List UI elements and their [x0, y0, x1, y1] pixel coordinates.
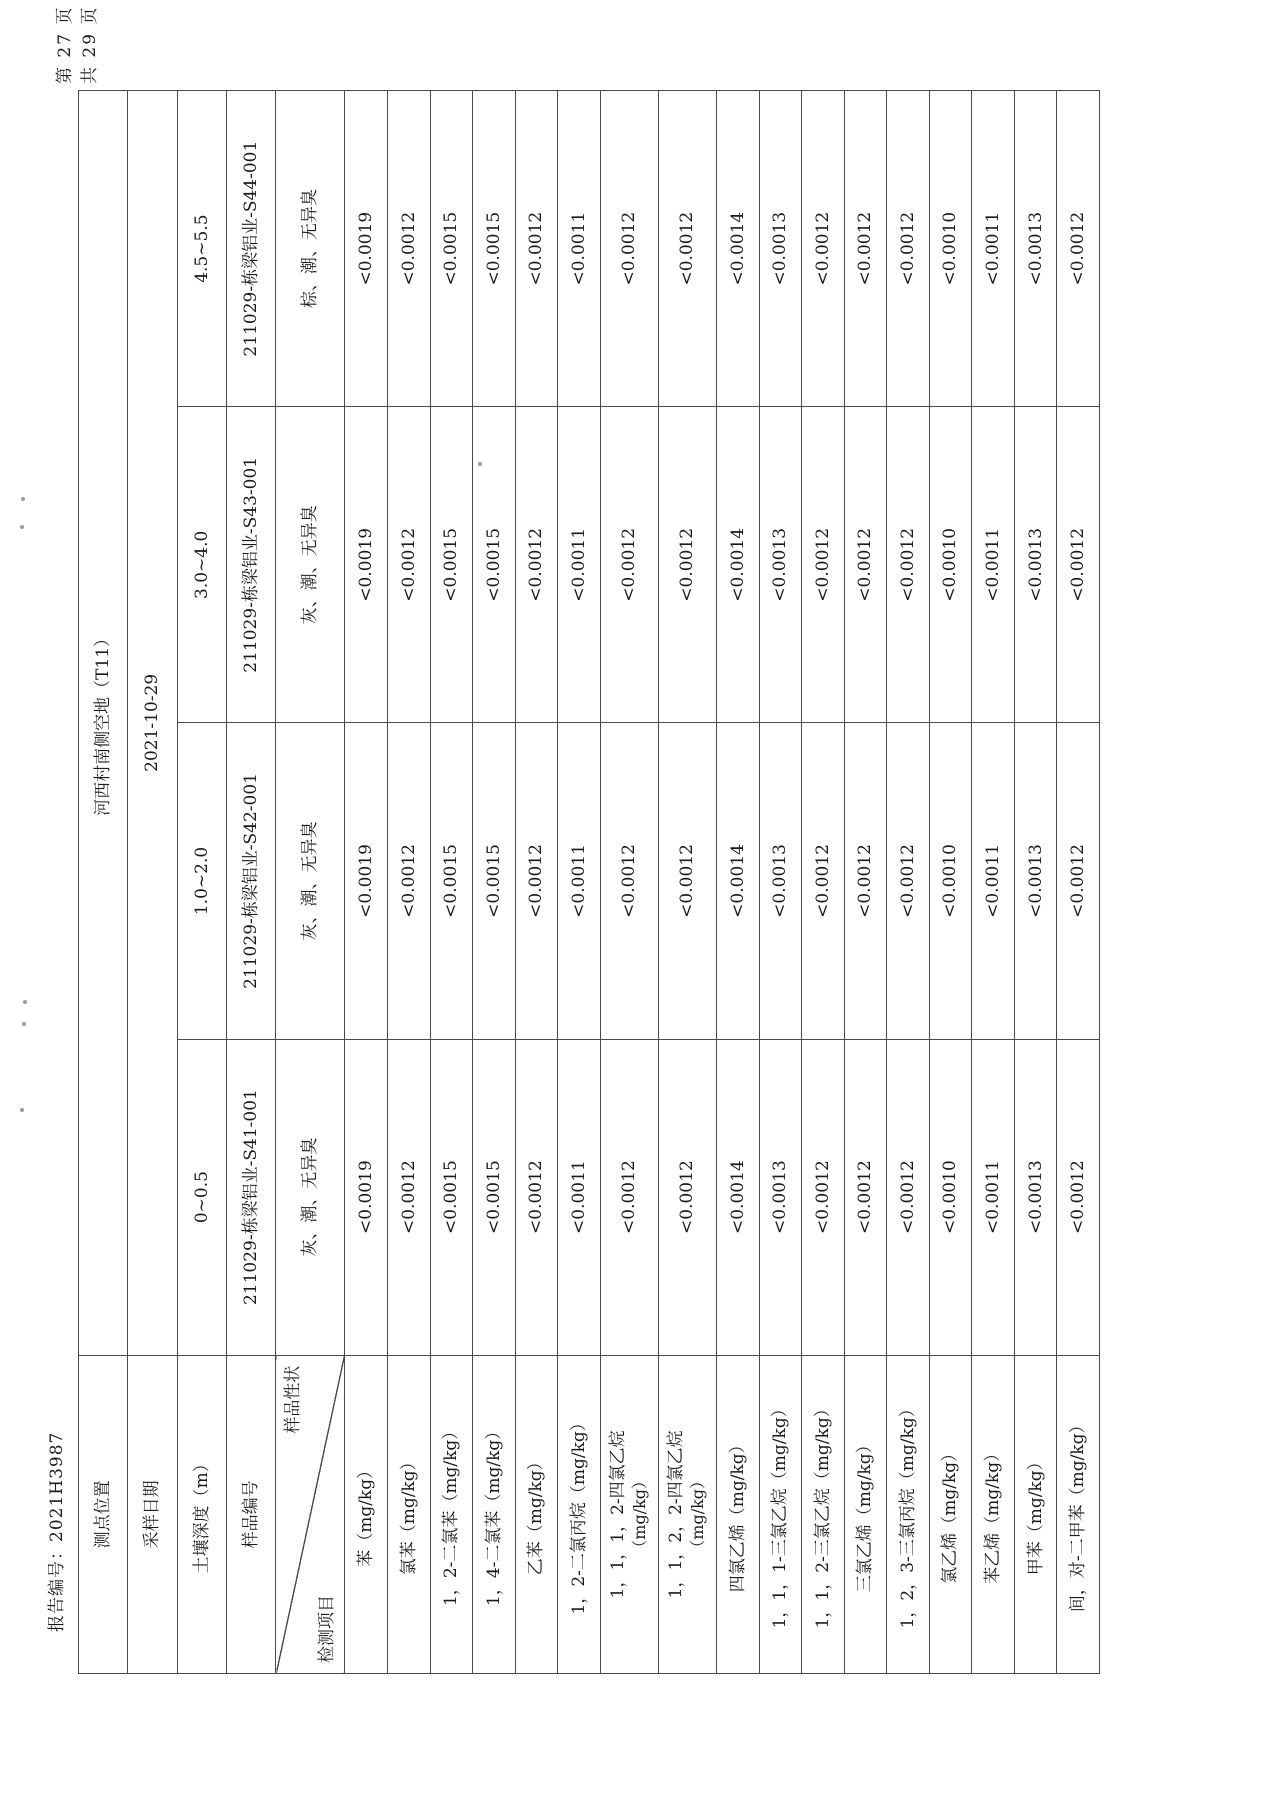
diag-header-bottom: 检测项目: [317, 1595, 338, 1663]
result-value: <0.0012: [658, 1039, 716, 1355]
test-item-name: 1，1，1-三氯乙烷（mg/kg）: [770, 1400, 791, 1629]
test-item-name: 乙苯（mg/kg）: [526, 1453, 547, 1576]
test-item: [558, 1355, 601, 1673]
location-row: [79, 91, 128, 1674]
sample-trait: 灰、潮、无异臭: [276, 407, 345, 723]
result-value: <0.0015: [430, 407, 473, 723]
result-value: <0.0010: [929, 1039, 972, 1355]
result-value: <0.0015: [430, 1039, 473, 1355]
result-value: <0.0012: [887, 91, 930, 407]
result-value: <0.0013: [1014, 91, 1057, 407]
test-item: [759, 1355, 802, 1673]
test-item: [972, 1355, 1015, 1673]
result-value: <0.0011: [972, 407, 1015, 723]
result-value: <0.0012: [515, 723, 558, 1039]
result-value: <0.0015: [473, 407, 516, 723]
table-row: [345, 91, 388, 1674]
test-item-name: 1，2-二氯丙烷（mg/kg）: [568, 1414, 589, 1615]
result-value: <0.0013: [759, 91, 802, 407]
test-item-name: 1，2，3-三氯丙烷（mg/kg）: [897, 1400, 918, 1629]
depth-row: [177, 91, 226, 1674]
result-value: <0.0012: [600, 723, 658, 1039]
table-row: [929, 91, 972, 1674]
result-value: <0.0012: [1057, 91, 1100, 407]
test-item-name: 苯乙烯（mg/kg）: [982, 1444, 1003, 1584]
test-item: [473, 1355, 516, 1673]
result-value: <0.0012: [802, 723, 845, 1039]
result-value: <0.0019: [345, 723, 388, 1039]
test-item: [345, 1355, 388, 1673]
result-value: <0.0013: [1014, 723, 1057, 1039]
sample-trait: 棕、潮、无异臭: [276, 91, 345, 407]
test-item-name: 苯（mg/kg）: [356, 1461, 377, 1567]
soil-test-table: [78, 90, 1100, 1674]
result-value: <0.0012: [515, 407, 558, 723]
result-rows: [345, 91, 1100, 1674]
test-item-name: 甲苯（mg/kg）: [1025, 1453, 1046, 1576]
sample-no: 211029-栋梁铝业-S44-001: [226, 91, 275, 407]
result-value: <0.0011: [558, 723, 601, 1039]
table-row: [759, 91, 802, 1674]
result-value: <0.0012: [887, 1039, 930, 1355]
depth-value: 3.0~4.0: [177, 407, 226, 723]
table-row: [387, 91, 430, 1674]
result-value: <0.0012: [387, 1039, 430, 1355]
table-row: [887, 91, 930, 1674]
result-value: <0.0011: [972, 723, 1015, 1039]
diag-header-top: 样品性状: [283, 1365, 303, 1434]
sample-no: 211029-栋梁铝业-S41-001: [226, 1039, 275, 1355]
depth-label: 土壤深度（m）: [177, 1355, 226, 1673]
test-item: [1057, 1355, 1100, 1673]
result-value: <0.0012: [1057, 723, 1100, 1039]
sample-no-row: [226, 91, 275, 1674]
test-item-name: 1，2-二氯苯（mg/kg）: [441, 1422, 462, 1606]
diagonal-header-cell: [276, 1355, 345, 1673]
sample-trait: 灰、潮、无异臭: [276, 723, 345, 1039]
location-value: 河西村南侧空地（T11）: [79, 91, 128, 1356]
result-value: <0.0019: [345, 407, 388, 723]
result-value: <0.0014: [717, 407, 760, 723]
test-item: [717, 1355, 760, 1673]
result-value: <0.0012: [802, 1039, 845, 1355]
sample-no: 211029-栋梁铝业-S43-001: [226, 407, 275, 723]
table-row: [972, 91, 1015, 1674]
test-item-name: 1，1，1，2-四氯乙烷: [608, 1430, 629, 1599]
result-value: <0.0012: [887, 407, 930, 723]
date-row: [128, 91, 177, 1674]
result-value: <0.0015: [430, 723, 473, 1039]
depth-value: 1.0~2.0: [177, 723, 226, 1039]
result-value: <0.0012: [387, 407, 430, 723]
result-value: <0.0011: [972, 91, 1015, 407]
test-item-name: 1，4-二氯苯（mg/kg）: [483, 1422, 504, 1606]
result-value: <0.0014: [717, 1039, 760, 1355]
result-value: <0.0013: [1014, 1039, 1057, 1355]
result-value: <0.0010: [929, 723, 972, 1039]
table-row: [558, 91, 601, 1674]
result-value: <0.0012: [658, 723, 716, 1039]
sample-trait: 灰、潮、无异臭: [276, 1039, 345, 1355]
test-item: [515, 1355, 558, 1673]
table-row: [1057, 91, 1100, 1674]
test-item: [844, 1355, 887, 1673]
table-row: [600, 91, 658, 1674]
test-item-name: 间，对-二甲苯（mg/kg）: [1068, 1416, 1089, 1613]
depth-value: 0~0.5: [177, 1039, 226, 1355]
result-value: <0.0011: [972, 1039, 1015, 1355]
table-row: [473, 91, 516, 1674]
result-value: <0.0012: [802, 407, 845, 723]
result-value: <0.0012: [515, 91, 558, 407]
result-value: <0.0013: [759, 407, 802, 723]
table-row: [658, 91, 716, 1674]
result-value: <0.0012: [844, 91, 887, 407]
depth-value: 4.5~5.5: [177, 91, 226, 407]
location-label: 测点位置: [79, 1355, 128, 1673]
result-value: <0.0012: [844, 1039, 887, 1355]
test-item: [658, 1355, 716, 1673]
table-row: [515, 91, 558, 1674]
result-value: <0.0011: [558, 1039, 601, 1355]
result-value: <0.0012: [658, 91, 716, 407]
result-value: <0.0013: [1014, 407, 1057, 723]
result-value: <0.0015: [473, 1039, 516, 1355]
result-value: <0.0019: [345, 1039, 388, 1355]
sample-no-label: 样品编号: [226, 1355, 275, 1673]
result-value: <0.0019: [345, 91, 388, 407]
test-item-name: 四氯乙烯（mg/kg）: [727, 1436, 748, 1593]
result-value: <0.0012: [802, 91, 845, 407]
test-item-name: 1，1，2，2-四氯乙烷: [666, 1430, 687, 1599]
test-item: [1014, 1355, 1057, 1673]
result-value: <0.0011: [558, 407, 601, 723]
report-number: 报告编号：2021H3987: [47, 1431, 67, 1632]
test-item: [929, 1355, 972, 1673]
result-value: <0.0015: [473, 91, 516, 407]
result-value: <0.0014: [717, 91, 760, 407]
result-value: <0.0015: [473, 723, 516, 1039]
sample-no: 211029-栋梁铝业-S42-001: [226, 723, 275, 1039]
result-value: <0.0013: [759, 1039, 802, 1355]
result-value: <0.0012: [387, 91, 430, 407]
table-row: [430, 91, 473, 1674]
result-value: <0.0010: [929, 91, 972, 407]
result-value: <0.0012: [1057, 407, 1100, 723]
test-item-name: 氯苯（mg/kg）: [398, 1453, 419, 1576]
test-item-unit: （mg/kg）: [630, 1472, 650, 1556]
test-item: [430, 1355, 473, 1673]
test-item: [887, 1355, 930, 1673]
test-item-unit: （mg/kg）: [688, 1472, 708, 1556]
result-value: <0.0015: [430, 91, 473, 407]
test-item: [802, 1355, 845, 1673]
trait-row: [276, 91, 345, 1674]
test-item: [600, 1355, 658, 1673]
table-row: [802, 91, 845, 1674]
test-item-name: 氯乙烯（mg/kg）: [940, 1444, 961, 1584]
page-number: 第 27 页 共 29 页: [55, 5, 100, 84]
result-value: <0.0014: [717, 723, 760, 1039]
table-row: [844, 91, 887, 1674]
result-value: <0.0012: [515, 1039, 558, 1355]
result-value: <0.0011: [558, 91, 601, 407]
result-value: <0.0013: [759, 723, 802, 1039]
result-value: <0.0012: [887, 723, 930, 1039]
date-value: 2021-10-29: [128, 91, 177, 1356]
result-value: <0.0012: [844, 723, 887, 1039]
result-value: <0.0012: [844, 407, 887, 723]
result-value: <0.0012: [600, 91, 658, 407]
table-row: [717, 91, 760, 1674]
result-value: <0.0012: [600, 1039, 658, 1355]
test-item-name: 1，1，2-三氯乙烷（mg/kg）: [812, 1400, 833, 1629]
result-value: <0.0012: [600, 407, 658, 723]
date-label: 采样日期: [128, 1355, 177, 1673]
test-item: [387, 1355, 430, 1673]
test-item-name: 三氯乙烯（mg/kg）: [855, 1436, 876, 1593]
result-value: <0.0010: [929, 407, 972, 723]
table-row: [1014, 91, 1057, 1674]
result-value: <0.0012: [1057, 1039, 1100, 1355]
result-value: <0.0012: [658, 407, 716, 723]
result-value: <0.0012: [387, 723, 430, 1039]
